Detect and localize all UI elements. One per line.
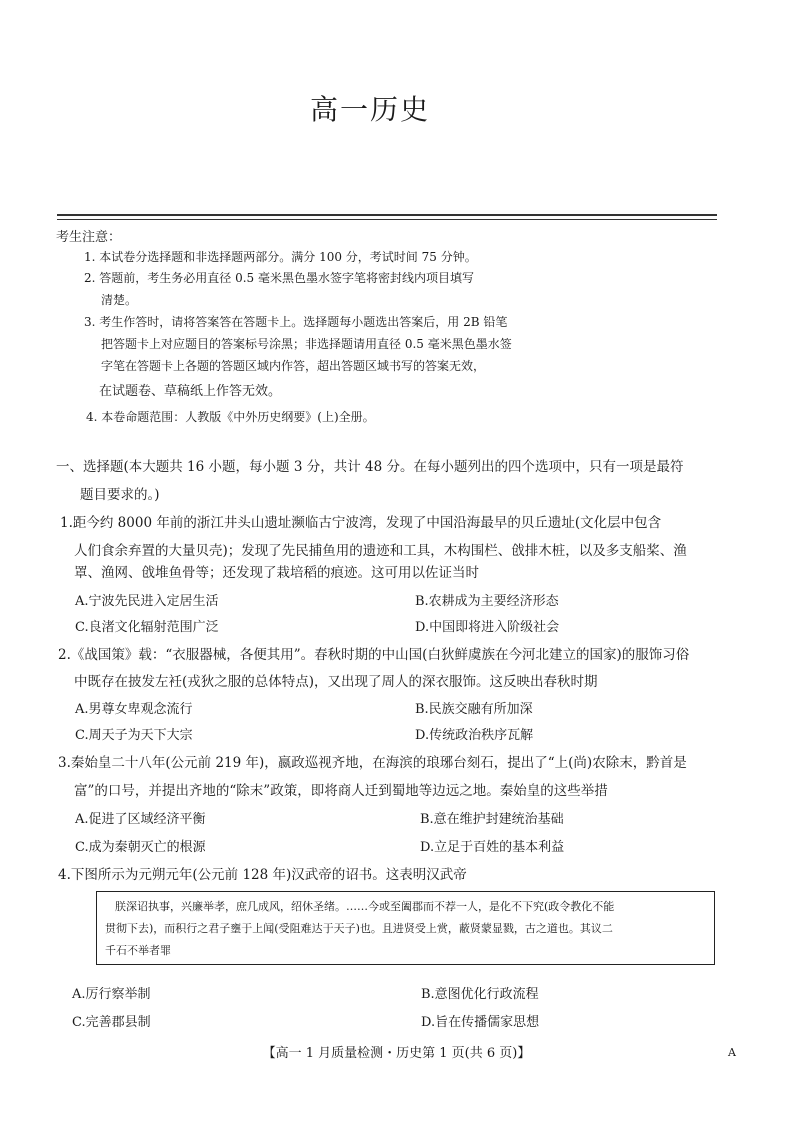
question-4-option-c: C.完善郡县制 (72, 1015, 151, 1030)
page-footer: 【高一 1 月质量检测・历史第 1 页(共 6 页)】 (262, 1046, 531, 1061)
question-3-option-a: A.促进了区域经济平衡 (75, 812, 206, 827)
notice-line: 在试题卷、草稿纸上作答无效。 (99, 384, 282, 399)
header-rule-thick (57, 214, 717, 216)
question-3-stem: 3.秦始皇二十八年(公元前 219 年)，嬴政巡视齐地，在海滨的琅琊台刻石，提出了“上(尚)农除末，黔首是 (58, 755, 687, 771)
edict-quote-box (96, 891, 715, 965)
edict-quote-line: 朕深诏执事，兴廉举孝，庶几成风，绍休圣绪。……今或至阖郡而不荐一人，是化不下究(政令教化不能 (115, 900, 615, 913)
notice-heading: 考生注意： (56, 230, 122, 245)
paper-version-mark: A (728, 1046, 736, 1059)
question-2-stem: 2.《战国策》载：“衣服器械，各便其用”。春秋时期的中山国(白狄鲜虞族在今河北建立的国家)的服饰习俗 (58, 647, 690, 663)
edict-quote-line: 千石不举者罪 (105, 944, 171, 957)
section-heading: 一、选择题(本大题共 16 小题，每小题 3 分，共计 48 分。在每小题列出的四个选项中，只有一项是最符 (56, 459, 684, 475)
notice-line: 4. 本卷命题范围：人教版《中外历史纲要》(上)全册。 (86, 410, 375, 424)
question-1-option-b: B.农耕成为主要经济形态 (415, 594, 559, 609)
question-1-stem: 人们食余弃置的大量贝壳)；发现了先民捕鱼用的遗迹和工具，木构围栏、戗排木桩，以及多支船桨、渔 (74, 543, 687, 559)
notice-line: 3. 考生作答时，请将答案答在答题卡上。选择题每小题选出答案后，用 2B 铅笔 (84, 315, 508, 329)
notice-line: 把答题卡上对应题目的答案标号涂黑；非选择题请用直径 0.5 毫米黑色墨水签 (101, 337, 512, 351)
question-1-option-a: A.宁波先民进入定居生活 (75, 594, 219, 609)
notice-line: 2. 答题前，考生务必用直径 0.5 毫米黑色墨水签字笔将密封线内项目填写 (84, 271, 474, 285)
question-3-option-b: B.意在维护封建统治基础 (420, 812, 564, 827)
question-4-option-d: D.旨在传播儒家思想 (421, 1015, 540, 1030)
notice-line: 字笔在答题卡上各题的答题区域内作答，超出答题区域书写的答案无效， (101, 359, 486, 373)
question-2-option-b: B.民族交融有所加深 (415, 702, 533, 717)
question-2-stem: 中既存在披发左衽(戎狄之服的总体特点)，又出现了周人的深衣服饰。这反映出春秋时期 (74, 674, 598, 690)
question-1-option-d: D.中国即将进入阶级社会 (415, 620, 560, 635)
header-rule-thin (57, 219, 717, 220)
exam-title: 高一历史 (309, 93, 430, 126)
question-4-option-a: A.厉行察举制 (72, 987, 151, 1002)
question-2-option-d: D.传统政治秩序瓦解 (415, 728, 534, 743)
question-2-option-c: C.周天子为天下大宗 (75, 728, 193, 743)
edict-quote-line: 贯彻下去)，而积行之君子壅于上闻(受阻难达于天子)也。且进贤受上赏，蔽贤蒙显戮，古之道也。其议二 (105, 922, 613, 935)
question-3-option-c: C.成为秦朝灭亡的根源 (75, 840, 206, 855)
question-1-stem: 罩、渔网、戗堆鱼骨等；还发现了栽培稻的痕迹。这可用以佐证当时 (74, 565, 479, 581)
question-4-option-b: B.意图优化行政流程 (421, 987, 539, 1002)
question-4-stem: 4.下图所示为元朔元年(公元前 128 年)汉武帝的诏书。这表明汉武帝 (58, 867, 467, 883)
question-3-option-d: D.立足于百姓的基本利益 (420, 840, 565, 855)
question-1-option-c: C.良渚文化辐射范围广泛 (75, 620, 219, 635)
section-heading-cont: 题目要求的。) (80, 487, 160, 503)
question-1-stem: 1.距今约 8000 年前的浙江井头山遗址濒临古宁波湾，发现了中国沿海最早的贝丘遗址(文化层中包含 (60, 515, 662, 531)
notice-line: 清楚。 (101, 293, 138, 307)
notice-line: 1. 本试卷分选择题和非选择题两部分。满分 100 分，考试时间 75 分钟。 (84, 250, 477, 264)
question-3-stem: 富”的口号，并提出齐地的“除末”政策，即将商人迁到蜀地等边远之地。秦始皇的这些举措 (74, 783, 608, 799)
question-2-option-a: A.男尊女卑观念流行 (75, 702, 193, 717)
